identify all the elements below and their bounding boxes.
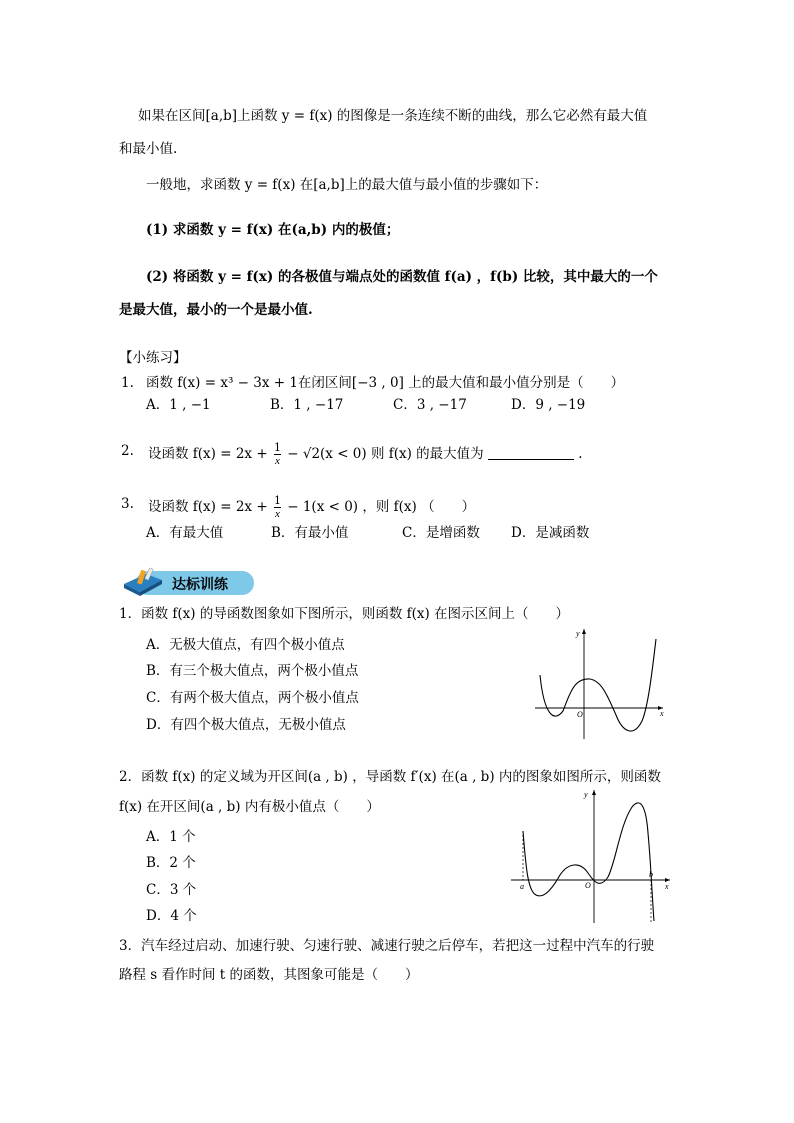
- step-2-line2: 是最大值，最小的一个是最小值.: [119, 302, 313, 318]
- q1-option-a: A．1 , −1: [146, 397, 211, 413]
- e1-x-label: x: [660, 709, 664, 718]
- e2-a-label: a: [520, 882, 524, 891]
- e1-y-arrow: [582, 629, 586, 634]
- q1-option-c: C．3 , −17: [393, 397, 467, 413]
- e1-option-a: A．无极大值点，有四个极小值点: [146, 637, 345, 653]
- e2-option-c: C．3 个: [146, 882, 197, 898]
- e2-stem-line1: 2．函数 f(x) 的定义域为开区间(a , b) ，导函数 f′(x) 在(a , b) 内的图象如图所示，则函数: [119, 769, 661, 785]
- section-badge-label: 达标训练: [172, 577, 228, 593]
- q3-option-c: C．是增函数: [402, 525, 480, 541]
- e1-option-c: C．有两个极大值点，两个极小值点: [146, 690, 359, 706]
- e1-stem: 1．函数 f(x) 的导函数图象如下图所示，则函数 f(x) 在图示区间上（ ）: [119, 606, 570, 622]
- q2-fraction: [274, 442, 281, 467]
- tablet-pen-icon: [122, 566, 166, 598]
- e1-y-label: y: [576, 629, 580, 638]
- q2-text-a: 设函数 f(x) = 2x +: [148, 446, 272, 462]
- e2-origin-label: O: [585, 881, 591, 890]
- q3-option-a: A．有最大值: [146, 525, 224, 541]
- q3-fraction-denominator: x: [274, 508, 280, 520]
- e1-option-b: B．有三个极大值点，两个极小值点: [146, 663, 359, 679]
- e2-b-label: b: [649, 870, 653, 879]
- q3-fraction-numerator: 1: [273, 494, 281, 507]
- step-1: (1) 求函数 y = f(x) 在(a,b) 内的极值；: [146, 222, 400, 238]
- q2-fraction-denominator: x: [274, 455, 280, 467]
- q2-answer-blank[interactable]: [488, 445, 574, 460]
- e2-derivative-graph: [508, 785, 676, 927]
- e2-stem-line2: f(x) 在开区间(a , b) 内有极小值点（ ）: [119, 799, 380, 815]
- q3-stem: [148, 495, 475, 520]
- e2-curve: [523, 803, 654, 921]
- e2-option-d: D．4 个: [146, 908, 197, 924]
- e3-stem-line2: 路程 s 看作时间 t 的函数，其图象可能是（ ）: [119, 967, 419, 983]
- e1-option-d: D．有四个极大值点，无极小值点: [146, 717, 346, 733]
- q2-text-c: .: [578, 446, 583, 462]
- q3-option-d: D．是减函数: [511, 525, 590, 541]
- intro-paragraph-line1: 如果在区间[a,b]上函数 y = f(x) 的图像是一条连续不断的曲线，那么它必然有最大值: [138, 108, 648, 124]
- e2-y-arrow: [592, 790, 596, 795]
- q3-option-b: B．有最小值: [271, 525, 349, 541]
- e2-y-label: y: [584, 790, 588, 799]
- section-badge: [122, 566, 254, 596]
- e1-curve: [540, 639, 656, 731]
- q3-text-b: − 1(x < 0) ，则 f(x) （ ）: [287, 499, 476, 515]
- q3-fraction: [274, 495, 281, 520]
- e2-option-b: B．2 个: [146, 855, 196, 871]
- intro-paragraph-line2: 和最小值.: [119, 141, 178, 157]
- q2-fraction-numerator: 1: [273, 441, 281, 454]
- q1-option-b: B．1 , −17: [270, 397, 344, 413]
- e2-x-label: x: [665, 882, 669, 891]
- q2-stem: [148, 442, 583, 467]
- practice-header: 【小练习】: [119, 350, 187, 366]
- q2-number: 2.: [121, 443, 134, 459]
- q3-number: 3.: [121, 496, 134, 512]
- q1-stem: 函数 f(x) = x³ − 3x + 1在闭区间[−3 , 0] 上的最大值和最小值分别是（ ）: [146, 375, 625, 391]
- q3-text-a: 设函数 f(x) = 2x +: [148, 499, 272, 515]
- q1-number: 1.: [121, 375, 134, 391]
- q2-text-b: − √2(x < 0) 则 f(x) 的最大值为: [287, 446, 484, 462]
- intro-steps-heading: 一般地，求函数 y = f(x) 在[a,b]上的最大值与最小值的步骤如下：: [146, 177, 548, 193]
- e2-option-a: A．1 个: [146, 829, 196, 845]
- e1-origin-label: O: [577, 710, 583, 719]
- e3-stem-line1: 3．汽车经过启动、加速行驶、匀速行驶、减速行驶之后停车，若把这一过程中汽车的行驶: [119, 938, 655, 954]
- q1-option-d: D．9 , −19: [511, 397, 586, 413]
- step-2-line1: (2) 将函数 y = f(x) 的各极值与端点处的函数值 f(a) ，f(b) 比较，其中最大的一个: [146, 269, 658, 285]
- e1-derivative-graph: [530, 623, 670, 745]
